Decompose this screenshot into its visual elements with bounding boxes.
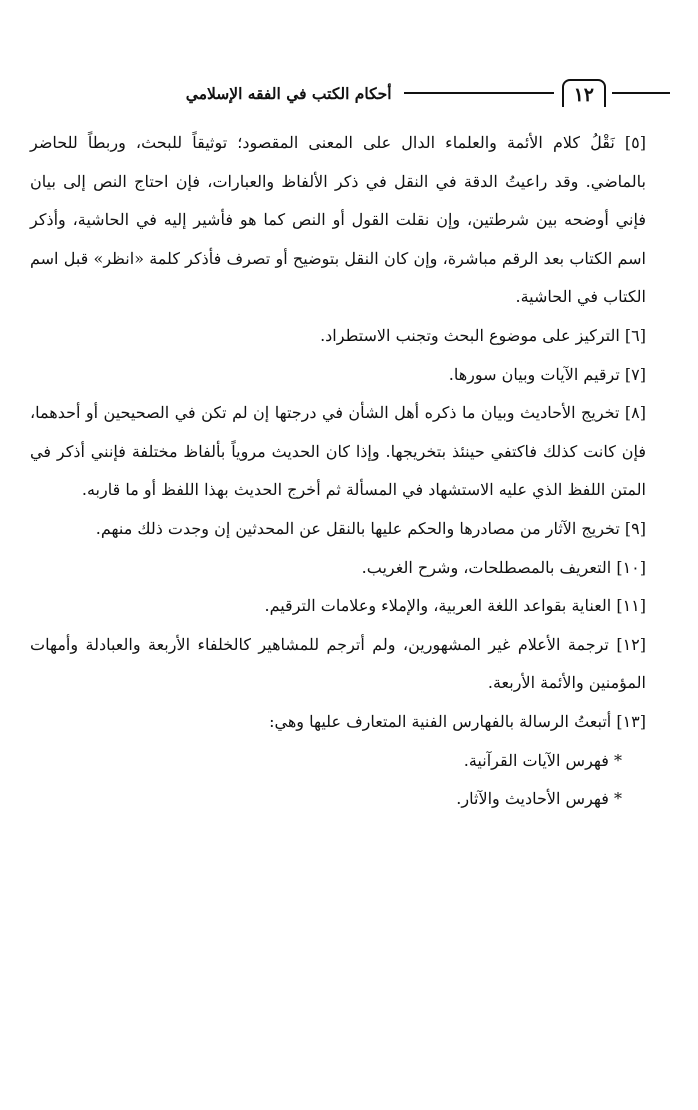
header-rule-right [612, 92, 670, 94]
list-item-quran-index: * فهرس الآيات القرآنية. [463, 750, 622, 770]
page-number: ١٢ [562, 79, 606, 107]
paragraph-12: [١٢] ترجمة الأعلام غير المشهورين، ولم أترجم للمشاهير كالخلفاء الأربعة والعبادلة وأمهات المؤمنين والأئمة الأربعة. [30, 634, 646, 693]
paragraph-5: [٥] نَقْلُ كلام الأئمة والعلماء الدال على المعنى المقصود؛ توثيقاً للبحث، وربطاً للحاضر بالماضي. وقد راعيتُ الدقة في النقل في ذكر الألفاظ والعبارات، فإن احتاج النص إلى بيان فإني أوضحه بين شرطتين، وإن نقلت القول أو النص كما هو فأشير إليه في الحاشية، وأذكر اسم الكتاب بعد الرقم مباشرة، وإن كان النقل بتوضيح أو تصرف فأذكر كلمة «انظر» قبل اسم الكتاب في الحاشية. [30, 133, 646, 307]
paragraph-13: [١٣] أتبعتُ الرسالة بالفهارس الفنية المتعارف عليها وهي: [269, 711, 646, 731]
book-title: أحكام الكتب في الفقه الإسلامي [185, 83, 392, 103]
paragraph-8: [٨] تخريج الأحاديث وبيان ما ذكره أهل الشأن في درجتها إن لم تكن في الصحيحين أو أحدهما، فإن كانت كذلك فاكتفي حينئذ بتخريجها. وإذا كان الحديث مروياً بألفاظ مختلفة فإنني أذكر في المتن اللفظ الذي عليه الاستشهاد في المسألة ثم أخرج الحديث بهذا اللفظ أو ما قاربه. [30, 403, 647, 500]
paragraph-6: [٦] التركيز على موضوع البحث وتجنب الاستطراد. [320, 325, 646, 345]
paragraph-10: [١٠] التعريف بالمصطلحات، وشرح الغريب. [361, 557, 646, 577]
header-rule-middle [404, 92, 554, 94]
list-item-hadith-index: * فهرس الأحاديث والآثار. [456, 789, 622, 809]
paragraph-11: [١١] العناية بقواعد اللغة العربية، والإملاء وعلامات الترقيم. [264, 596, 646, 616]
page-body [30, 124, 668, 819]
paragraph-9: [٩] تخريج الآثار من مصادرها والحكم عليها بالنقل عن المحدثين إن وجدت ذلك منهم. [95, 518, 646, 538]
running-header [28, 78, 670, 108]
paragraph-7: [٧] ترقيم الآيات وبيان سورها. [448, 364, 646, 384]
